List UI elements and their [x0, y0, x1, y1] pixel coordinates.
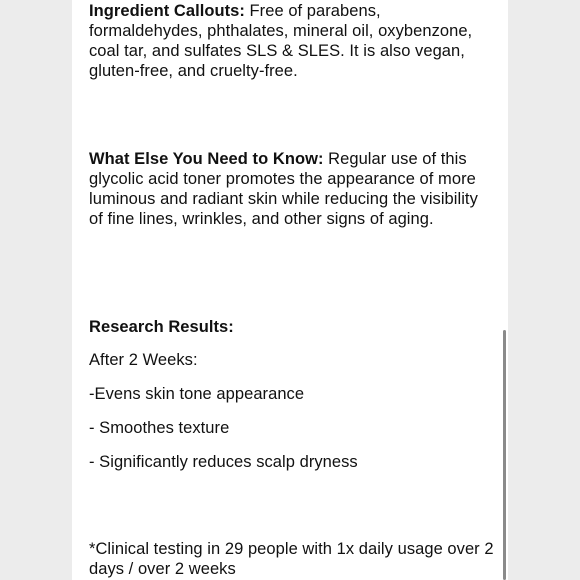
vertical-scrollbar[interactable]	[503, 330, 506, 580]
product-description-panel	[72, 0, 508, 580]
ingredient-callouts-label: Ingredient Callouts:	[89, 2, 245, 20]
what-else-label: What Else You Need to Know:	[89, 150, 324, 168]
research-period: After 2 Weeks:	[89, 351, 198, 369]
ingredient-callouts-text: Free of parabens, formaldehydes, phthalates, mineral oil, oxybenzone, coal tar, and sulfates SLS & SLES. It is also vegan, gluten-free, and cruelty-free.	[89, 2, 473, 80]
ingredient-callouts-paragraph	[89, 1, 494, 81]
what-else-paragraph	[89, 149, 494, 229]
research-result-item: -Evens skin tone appearance	[89, 385, 305, 403]
research-result-item: - Smoothes texture	[89, 419, 230, 437]
research-results-heading: Research Results:	[89, 318, 234, 336]
clinical-footnote: *Clinical testing in 29 people with 1x daily usage over 2 days / over 2 weeks	[89, 540, 494, 578]
what-else-text: Regular use of this glycolic acid toner promotes the appearance of more luminous and radiant skin while reducing the visibility of fine lines, wrinkles, and other signs of aging.	[89, 150, 478, 228]
research-result-item: - Significantly reduces scalp dryness	[89, 453, 358, 471]
